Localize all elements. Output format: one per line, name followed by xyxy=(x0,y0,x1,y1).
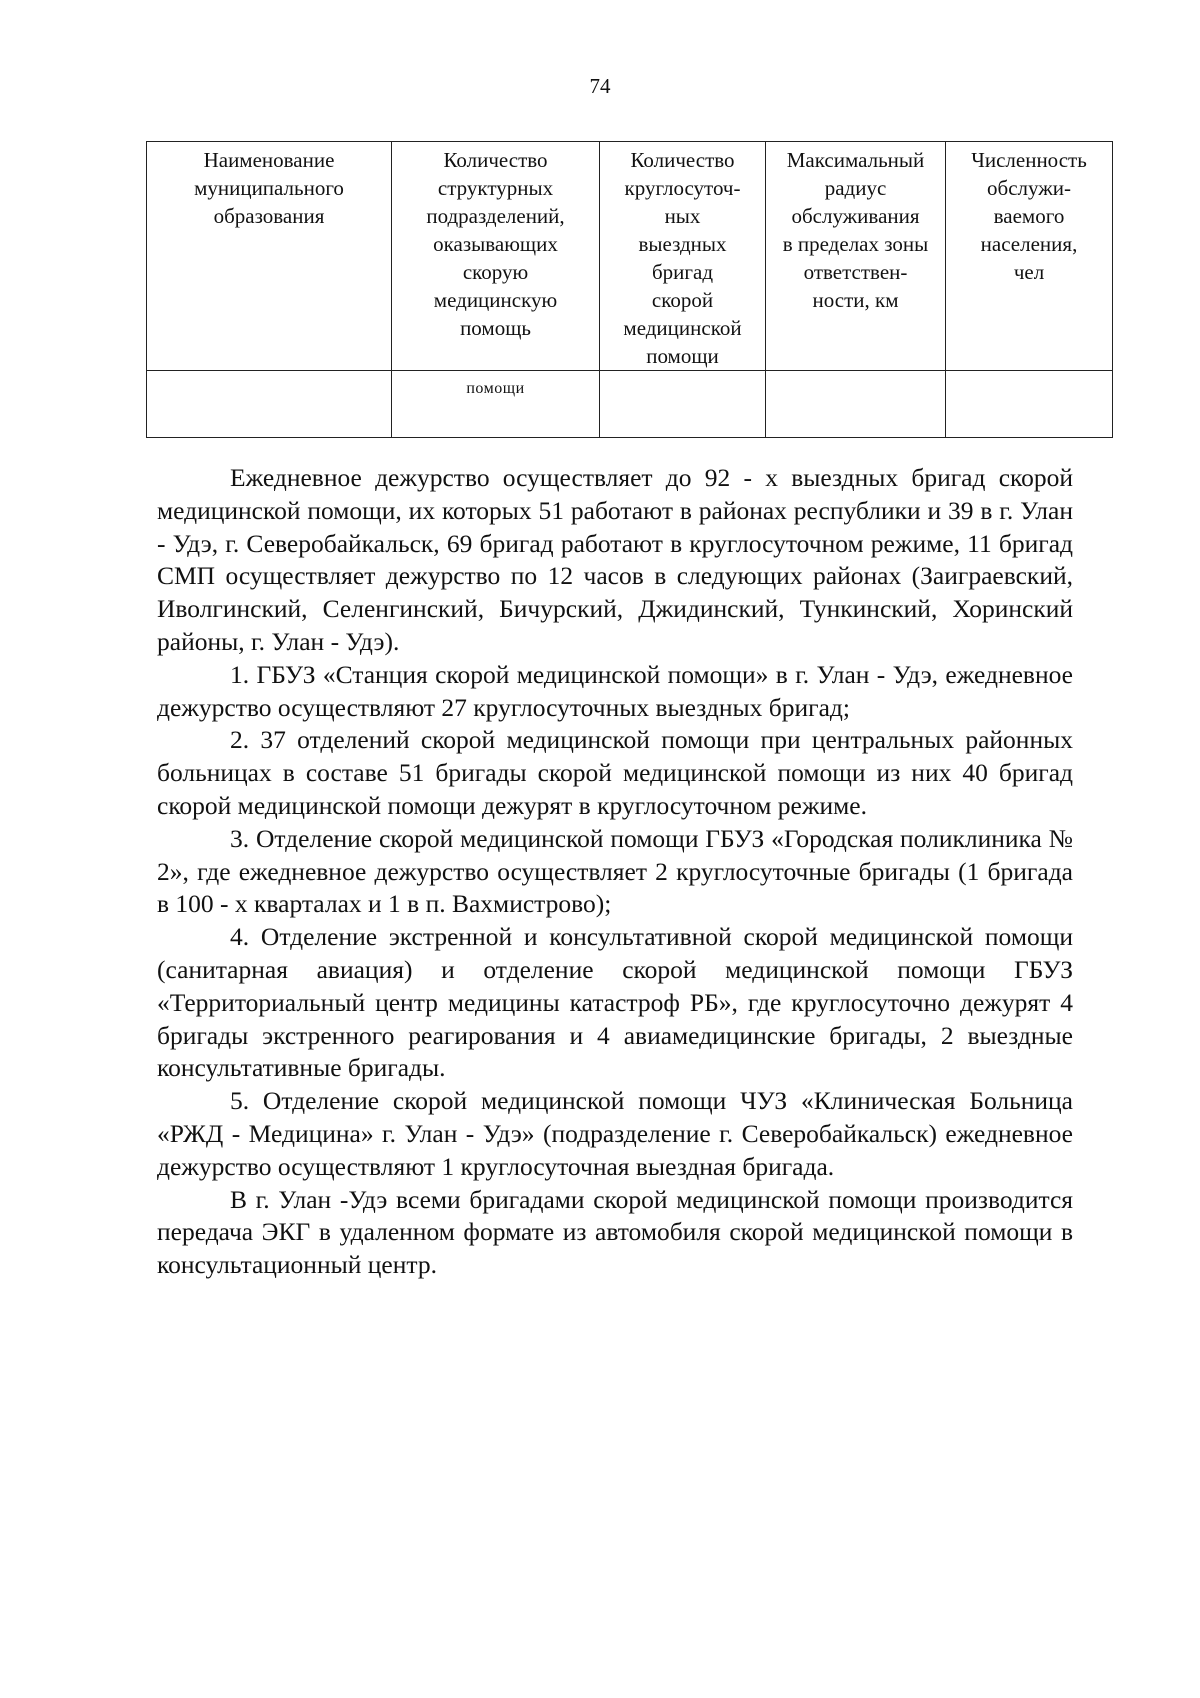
table-cell xyxy=(600,371,766,438)
table-cell: помощи xyxy=(392,371,600,438)
page-number: 74 xyxy=(589,74,611,98)
table-cell xyxy=(946,371,1113,438)
paragraph-item-3: 3. Отделение скорой медицинской помощи ГБУЗ «Городская поликлиника № 2», где ежедневное дежурство осуществляет 2 круглосуточные бригады (1 бригада в 100 - х кварталах и 1 в п. Вахмистрово); xyxy=(157,823,1073,919)
header-municipality: Наименование муниципального образования xyxy=(147,142,392,371)
paragraph-item-2: 2. 37 отделений скорой медицинской помощи при центральных районных больницах в составе 51 бригады скорой медицинской помощи из них 40 бригад скорой медицинской помощи дежурят в круглосуточном режиме. xyxy=(157,725,1073,820)
paragraph-item-1: 1. ГБУЗ «Станция скорой медицинской помощи» в г. Улан - Удэ, ежедневное дежурство осуществляют 27 круглосуточных выездных бригад; xyxy=(157,659,1073,722)
ambulance-services-table xyxy=(146,141,1113,438)
paragraph-item-4: 4. Отделение экстренной и консультативной скорой медицинской помощи (санитарная авиация) и отделение скорой медицинской помощи ГБУЗ «Территориальный центр медицины катастроф РБ», где круглосуточно дежурят 4 бригады экстренного реагирования и 4 авиамедицинские бригады, 2 выездные консультативные бригады. xyxy=(157,922,1073,1083)
paragraph-intro: Ежедневное дежурство осуществляет до 92 - х выездных бригад скорой медицинской помощи, их которых 51 работают в районах республики и 39 в г. Улан - Удэ, г. Северобайкальск, 69 бригад работают в круглосуточном режиме, 11 бригад СМП осуществляет дежурство по 12 часов в следующих районах (Заиграевский, Иволгинский, Селенгинский, Бичурский, Джидинский, Тункинский, Хоринский районы, г. Улан - Удэ). xyxy=(157,463,1073,656)
header-brigades-count: Количество круглосуточ- ных выездных бригад скорой медицинской помощи xyxy=(600,142,766,371)
table-cell xyxy=(147,371,392,438)
header-max-radius: Максимальный радиус обслуживания в пределах зоны ответствен- ности, км xyxy=(766,142,946,371)
table-header-row xyxy=(147,142,1113,371)
header-population: Численность обслужи- ваемого населения, чел xyxy=(946,142,1113,371)
table-cell xyxy=(766,371,946,438)
body-text xyxy=(157,462,1073,1282)
table-row xyxy=(147,371,1113,438)
header-subdivisions-count: Количество структурных подразделений, оказывающих скорую медицинскую помощь xyxy=(392,142,600,371)
paragraph-item-5: 5. Отделение скорой медицинской помощи ЧУЗ «Клиническая Больница «РЖД - Медицина» г. Улан - Удэ» (подразделение г. Северобайкальск) ежедневное дежурство осуществляют 1 круглосуточная выездная бригада. xyxy=(157,1086,1073,1181)
paragraph-conclusion: В г. Улан -Удэ всеми бригадами скорой медицинской помощи производится передача ЭКГ в удаленном формате из автомобиля скорой медицинской помощи в консультационный центр. xyxy=(157,1184,1073,1280)
